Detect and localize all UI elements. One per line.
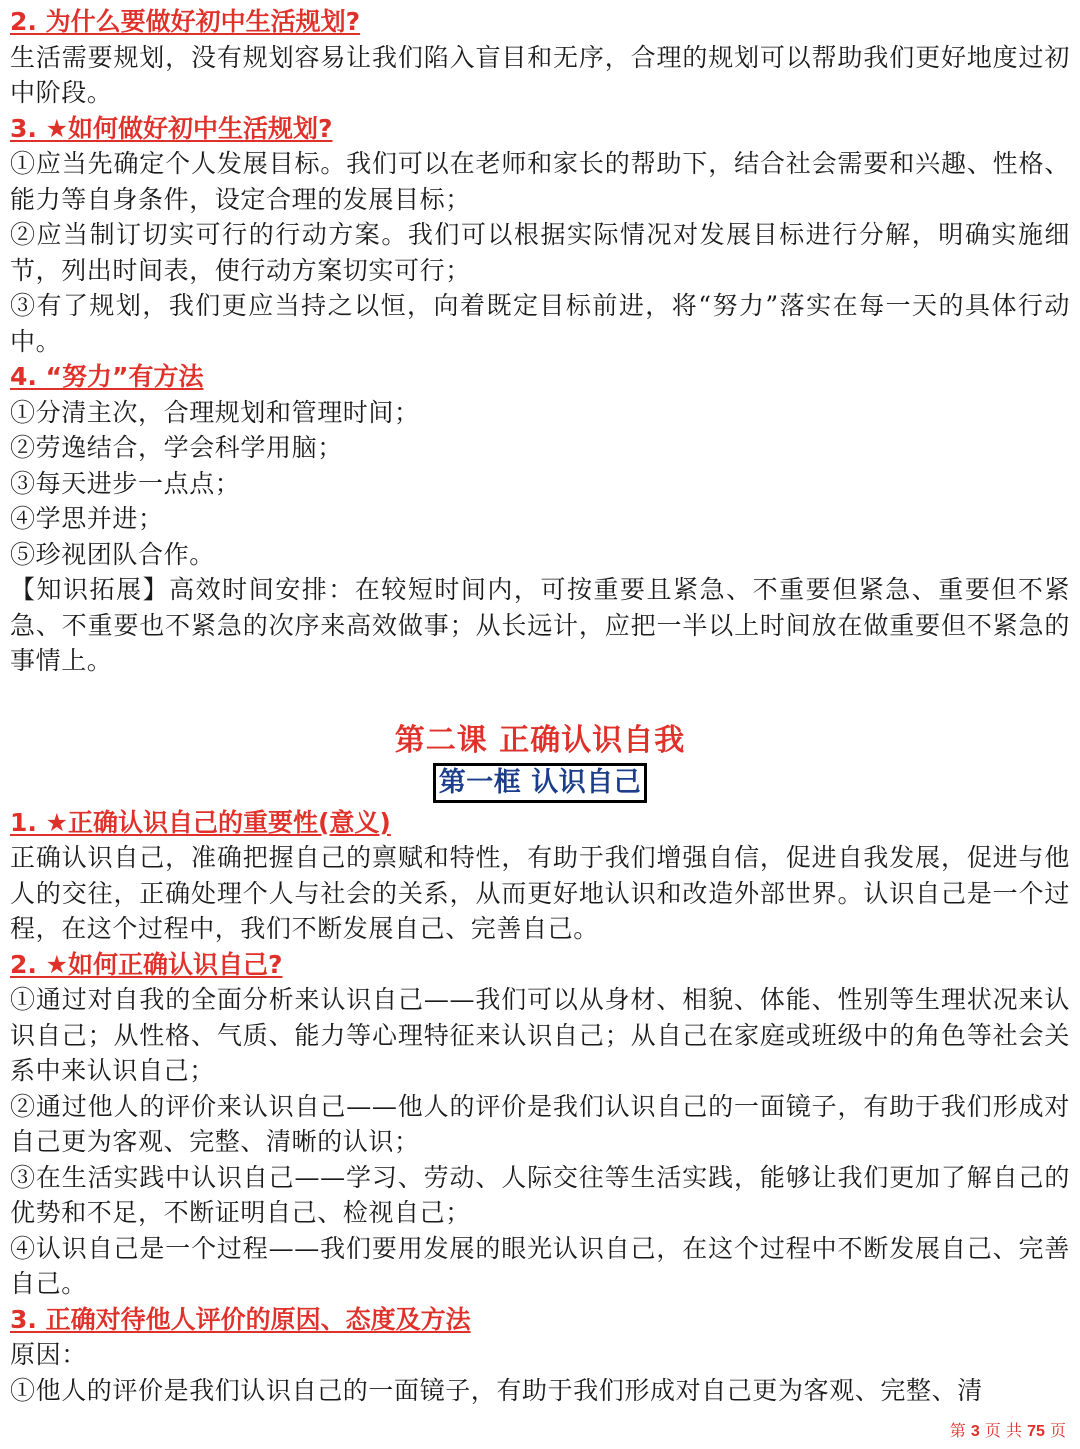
section-heading: 2. 为什么要做好初中生活规划? <box>10 7 361 36</box>
body-paragraph: ③在生活实践中认识自己——学习、劳动、人际交往等生活实践，能够让我们更加了解自己的优势和不足，不断证明自己、检视自己； <box>10 1162 1070 1227</box>
body-paragraph: 【知识拓展】高效时间安排：在较短时间内，可按重要且紧急、不重要但紧急、重要但不紧急、不重要也不紧急的次序来高效做事；从长远计，应把一半以上时间放在做重要但不紧急的事情上。 <box>10 575 1070 675</box>
current-page-number: 3 <box>970 1423 980 1440</box>
body-paragraph: ④学思并进； <box>10 504 164 533</box>
footer-prefix: 第 <box>949 1421 966 1440</box>
body-paragraph: 生活需要规划，没有规划容易让我们陷入盲目和无序，合理的规划可以帮助我们更好地度过初中阶段。 <box>10 42 1070 107</box>
page-footer <box>950 1418 1066 1441</box>
section-heading: 2. ★如何正确认识自己? <box>10 949 283 979</box>
body-paragraph: ①分清主次，合理规划和管理时间； <box>10 397 420 427</box>
section-heading: 3. ★如何做好初中生活规划? <box>10 113 333 143</box>
page-content <box>10 4 1070 1408</box>
section-heading: 3. 正确对待他人评价的原因、态度及方法 <box>10 1304 471 1334</box>
frame-title-wrap <box>10 763 1070 803</box>
body-paragraph: ②通过他人的评价来认识自己——他人的评价是我们认识自己的一面镜子，有助于我们形成对自己更为客观、完整、清晰的认识； <box>10 1091 1070 1156</box>
body-paragraph: ②应当制订切实可行的行动方案。我们可以根据实际情况对发展目标进行分解，明确实施细节，列出时间表，使行动方案切实可行； <box>10 220 1070 285</box>
lesson-title: 第二课 正确认识自我 <box>394 722 686 758</box>
body-paragraph: ③有了规划，我们更应当持之以恒，向着既定目标前进，将“努力”落实在每一天的具体行动中。 <box>10 291 1070 356</box>
body-paragraph: ①应当先确定个人发展目标。我们可以在老师和家长的帮助下，结合社会需要和兴趣、性格、能力等自身条件，设定合理的发展目标； <box>10 149 1070 214</box>
section-heading: 4. “努力”有方法 <box>10 362 204 391</box>
frame-title: 第一框 认识自己 <box>433 763 647 803</box>
section-heading: 1. ★正确认识自己的重要性(意义) <box>10 807 391 837</box>
total-page-count: 75 <box>1027 1423 1045 1440</box>
body-paragraph: 正确认识自己，准确把握自己的禀赋和特性，有助于我们增强自信，促进自我发展，促进与他人的交往，正确处理个人与社会的关系，从而更好地认识和改造外部世界。认识自己是一个过程，在这个过程中，我们不断发展自己、完善自己。 <box>10 843 1070 943</box>
body-paragraph: ④认识自己是一个过程——我们要用发展的眼光认识自己，在这个过程中不断发展自己、完善自己。 <box>10 1233 1070 1298</box>
body-paragraph: 原因： <box>10 1340 87 1369</box>
footer-middle: 页 共 <box>984 1421 1022 1440</box>
body-paragraph: ①通过对自我的全面分析来认识自己——我们可以从身材、相貌、体能、性别等生理状况来认识自己；从性格、气质、能力等心理特征来认识自己；从自己在家庭或班级中的角色等社会关系中来认识自己； <box>10 985 1070 1085</box>
body-paragraph: ②劳逸结合，学会科学用脑； <box>10 433 343 462</box>
footer-suffix: 页 <box>1049 1421 1066 1440</box>
body-paragraph: ⑤珍视团队合作。 <box>10 539 215 569</box>
body-paragraph: ①他人的评价是我们认识自己的一面镜子，有助于我们形成对自己更为客观、完整、清 <box>10 1375 983 1405</box>
body-paragraph: ③每天进步一点点； <box>10 468 241 498</box>
